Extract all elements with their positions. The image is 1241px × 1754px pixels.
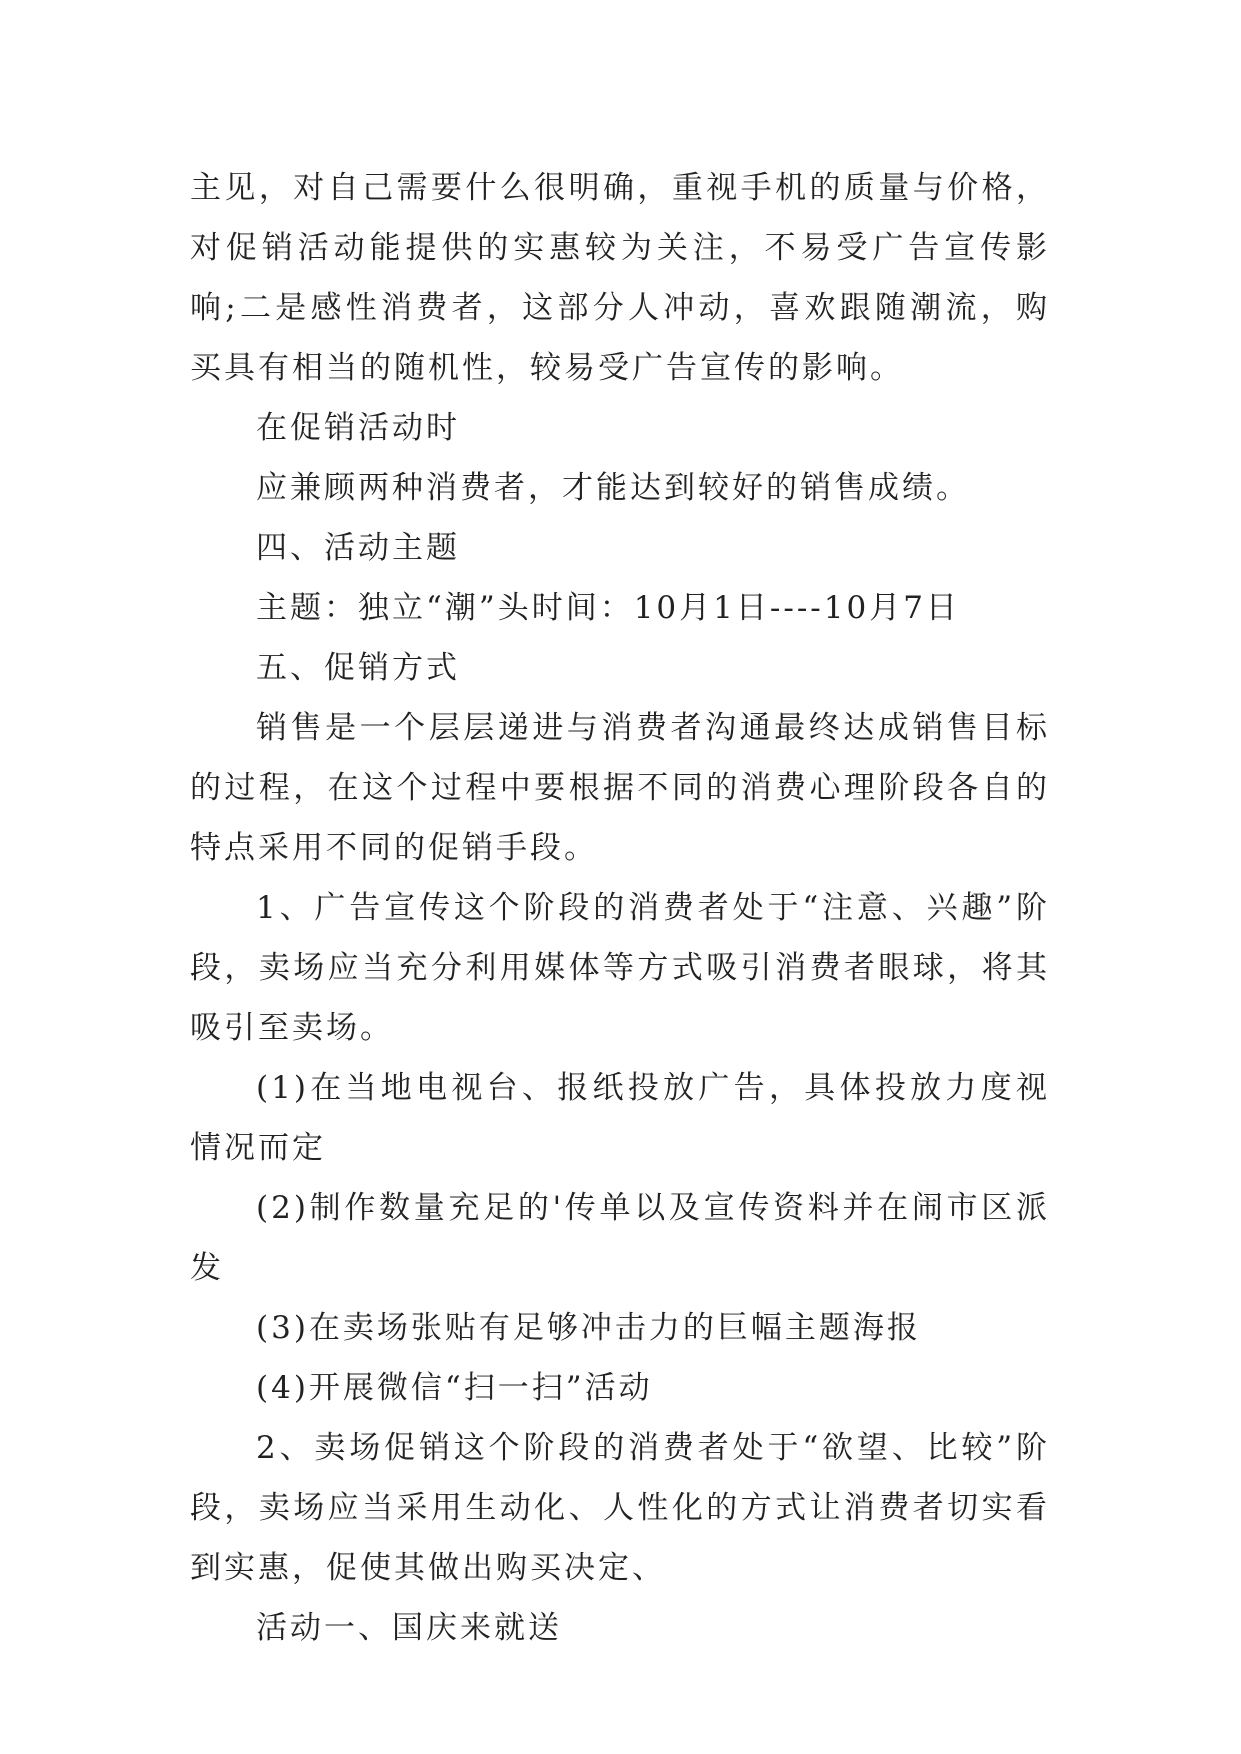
heading-activity-one: 活动一、国庆来就送	[256, 1610, 562, 1646]
paragraph-both-consumers: 应兼顾两种消费者，才能达到较好的销售成绩。	[256, 470, 970, 506]
list-item-wechat-scan: (4)开展微信“扫一扫”活动	[256, 1370, 653, 1406]
heading-promotion-methods: 五、促销方式	[256, 650, 460, 686]
list-item-posters: (3)在卖场张贴有足够冲击力的巨幅主题海报	[256, 1310, 921, 1346]
paragraph-theme-time: 主题：独立“潮”头时间：10月1日----10月7日	[256, 590, 960, 626]
paragraph-during-promotion: 在促销活动时	[256, 410, 460, 446]
paragraph-advertising: 1、广告宣传这个阶段的消费者处于“注意、兴趣”阶段，卖场应当充分利用媒体等方式吸引消费者眼球，将其吸引至卖场。	[190, 890, 1050, 1046]
heading-activity-theme: 四、活动主题	[256, 530, 460, 566]
paragraph-sales-process: 销售是一个层层递进与消费者沟通最终达成销售目标的过程，在这个过程中要根据不同的消费心理阶段各自的特点采用不同的促销手段。	[190, 710, 1050, 866]
list-item-flyers: (2)制作数量充足的'传单以及宣传资料并在闹市区派发	[190, 1190, 1050, 1286]
paragraph-store-promotion: 2、卖场促销这个阶段的消费者处于“欲望、比较”阶段，卖场应当采用生动化、人性化的方式让消费者切实看到实惠，促使其做出购买决定、	[190, 1430, 1050, 1586]
paragraph-consumer-types: 主见，对自己需要什么很明确，重视手机的质量与价格，对促销活动能提供的实惠较为关注，不易受广告宣传影响;二是感性消费者，这部分人冲动，喜欢跟随潮流，购买具有相当的随机性，较易受广告宣传的影响。	[190, 170, 1050, 386]
document-body	[190, 158, 1050, 1658]
list-item-tv-newspaper: (1)在当地电视台、报纸投放广告，具体投放力度视情况而定	[190, 1070, 1050, 1166]
